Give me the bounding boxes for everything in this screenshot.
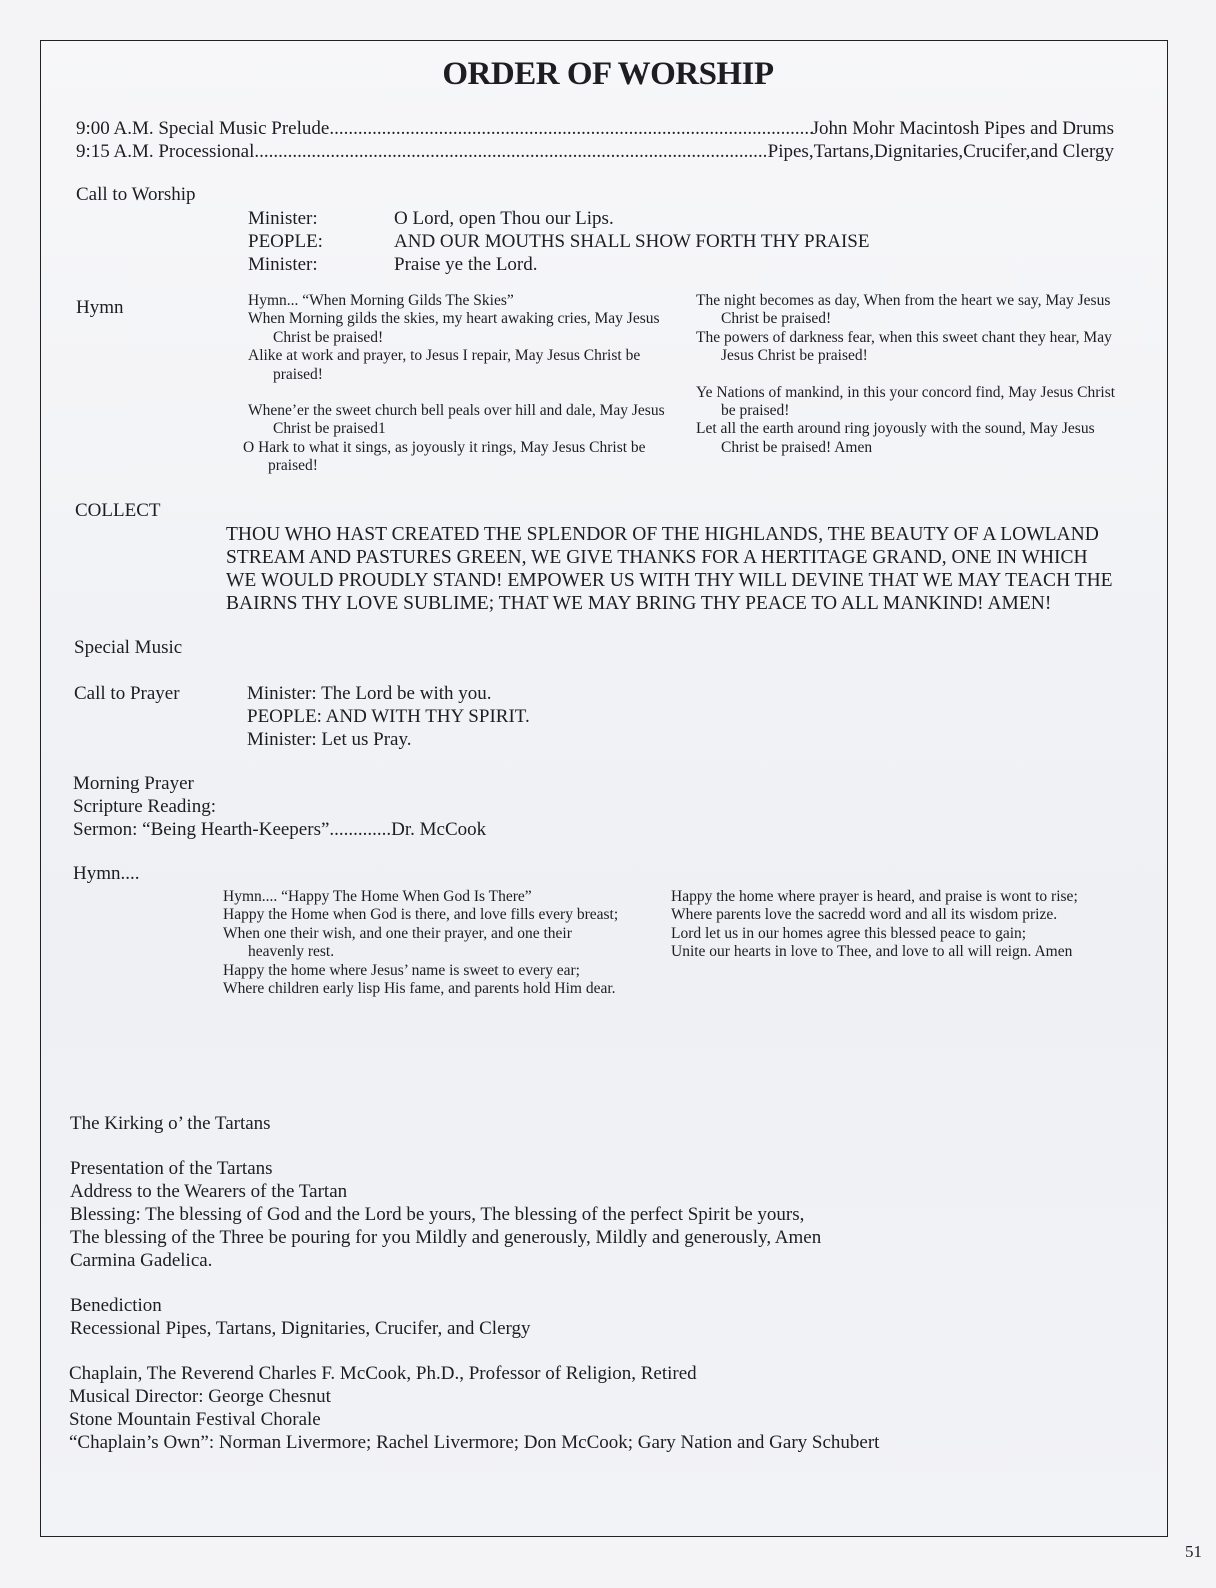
hymn-line: Hymn.... “Happy The Home When God Is There” (223, 888, 532, 905)
text-line: Benediction (70, 1295, 162, 1316)
prayer-line: Minister: The Lord be with you. (247, 683, 492, 704)
hymn-line: When Morning gilds the skies, my heart awaking cries, May Jesus Christ be praised! (248, 310, 660, 346)
section-label: Hymn (76, 297, 124, 318)
credit-line: Stone Mountain Festival Chorale (69, 1409, 321, 1430)
hymn-line: Alike at work and prayer, to Jesus I repair, May Jesus Christ be praised! (248, 347, 641, 383)
text-line: Recessional Pipes, Tartans, Dignitaries, Crucifer, and Clergy (70, 1318, 531, 1339)
page-number: 51 (1185, 1542, 1202, 1561)
hymn-column (243, 292, 688, 476)
hymn-line: Hymn... “When Morning Gilds The Skies” (248, 292, 514, 309)
speaker: PEOPLE: (248, 231, 323, 252)
section-label: Call to Worship (76, 184, 196, 205)
hymn-column (671, 888, 1101, 962)
speaker: Minister: (248, 208, 318, 229)
text-line: Presentation of the Tartans (70, 1158, 273, 1179)
hymn-line: O Hark to what it sings, as joyously it rings, May Jesus Christ be praised! (243, 438, 646, 475)
sermon-line: Sermon: “Being Hearth-Keepers”.............Dr. McCook (73, 819, 487, 840)
page-border (40, 40, 1168, 1537)
leader-dots (329, 117, 811, 140)
credit-line: “Chaplain’s Own”: Norman Livermore; Rachel Livermore; Don McCook; Gary Nation and Gary Schubert (69, 1432, 880, 1453)
sermon-title: Sermon: “Being Hearth-Keepers” (73, 819, 330, 840)
prayer-line: Minister: Let us Pray. (247, 729, 412, 750)
section-label: Morning Prayer (73, 773, 194, 794)
speaker: Minister: (248, 254, 318, 275)
schedule-time: 9:15 A.M. Processional (76, 141, 255, 162)
text-line: Blessing: The blessing of God and the Lord be yours, The blessing of the perfect Spirit be yours, (70, 1204, 805, 1225)
section-label: Hymn.... (73, 863, 140, 884)
page-title: ORDER OF WORSHIP (442, 56, 774, 92)
collect-text: THOU WHO HAST CREATED THE SPLENDOR OF THE HIGHLANDS, THE BEAUTY OF A LOWLAND STREAM AND PASTURES GREEN, WE GIVE THANKS FOR A HERTITAGE GRAND, ONE IN WHICH WE WOULD PROUDLY STAND! EMPOWER US WITH THY WILL DEVINE THAT WE MAY TEACH THE BAIRNS THY LOVE SUBLIME; THAT WE MAY BRING THY PEACE TO ALL MANKIND! AMEN! (226, 524, 1113, 614)
section-label: The Kirking o’ the Tartans (70, 1113, 271, 1134)
credit-line: Musical Director: George Chesnut (69, 1386, 331, 1407)
hymn-column (223, 888, 628, 998)
schedule-time: 9:00 A.M. Special Music Prelude (76, 118, 330, 139)
hymn-line: Happy the Home when God is there, and love fills every breast; (223, 906, 619, 924)
section-label: Special Music (74, 637, 183, 658)
section-label: Scripture Reading: (73, 796, 216, 817)
text-line: The blessing of the Three be pouring for you Mildly and generously, Mildly and generously, Amen (70, 1227, 822, 1248)
leader-dots (254, 140, 767, 163)
hymn-line: Happy the home where prayer is heard, and praise is wont to rise; (671, 888, 1078, 905)
schedule-detail: Pipes,Tartans,Dignitaries,Crucifer,and Clergy (767, 141, 1114, 162)
hymn-line: Where children early lisp His fame, and parents hold Him dear. (223, 980, 616, 998)
hymn-line: Happy the home where Jesus’ name is sweet to every ear; (223, 961, 580, 979)
sermon-preacher: Dr. McCook (391, 819, 487, 840)
hymn-line: The powers of darkness fear, when this sweet chant they hear, May Jesus Christ be praised! (696, 328, 1112, 365)
text-line: Carmina Gadelica. (70, 1250, 213, 1271)
section-label: COLLECT (75, 500, 161, 521)
schedule-detail: John Mohr Macintosh Pipes and Drums (811, 118, 1114, 139)
section-label: Call to Prayer (74, 683, 180, 704)
hymn-line: Let all the earth around ring joyously with the sound, May Jesus Christ be praised! Amen (696, 420, 1095, 456)
hymn-line: Where parents love the sacredd word and all its wisdom prize. (671, 906, 1058, 924)
hymn-line: Whene’er the sweet church bell peals over hill and dale, May Jesus Christ be praised1 (248, 402, 665, 438)
hymn-line: Ye Nations of mankind, in this your concord find, May Jesus Christ be praised! (696, 383, 1116, 420)
schedule-row (76, 140, 1114, 163)
response: AND OUR MOUTHS SHALL SHOW FORTH THY PRAISE (394, 231, 870, 252)
hymn-line: Lord let us in our homes agree this blessed peace to gain; (671, 924, 1027, 942)
hymn-line: When one their wish, and one their prayer, and one their heavenly rest. (223, 924, 572, 961)
schedule-row (76, 117, 1114, 140)
hymn-line: Unite our hearts in love to Thee, and love to all will reign. Amen (671, 943, 1073, 961)
response: O Lord, open Thou our Lips. (394, 208, 614, 229)
hymn-line: The night becomes as day, When from the heart we say, May Jesus Christ be praised! (696, 292, 1111, 328)
credit-line: Chaplain, The Reverend Charles F. McCook, Ph.D., Professor of Religion, Retired (69, 1363, 697, 1384)
prayer-line: PEOPLE: AND WITH THY SPIRIT. (247, 706, 530, 727)
hymn-column (696, 292, 1128, 457)
response: Praise ye the Lord. (394, 254, 538, 275)
text-line: Address to the Wearers of the Tartan (70, 1181, 348, 1202)
